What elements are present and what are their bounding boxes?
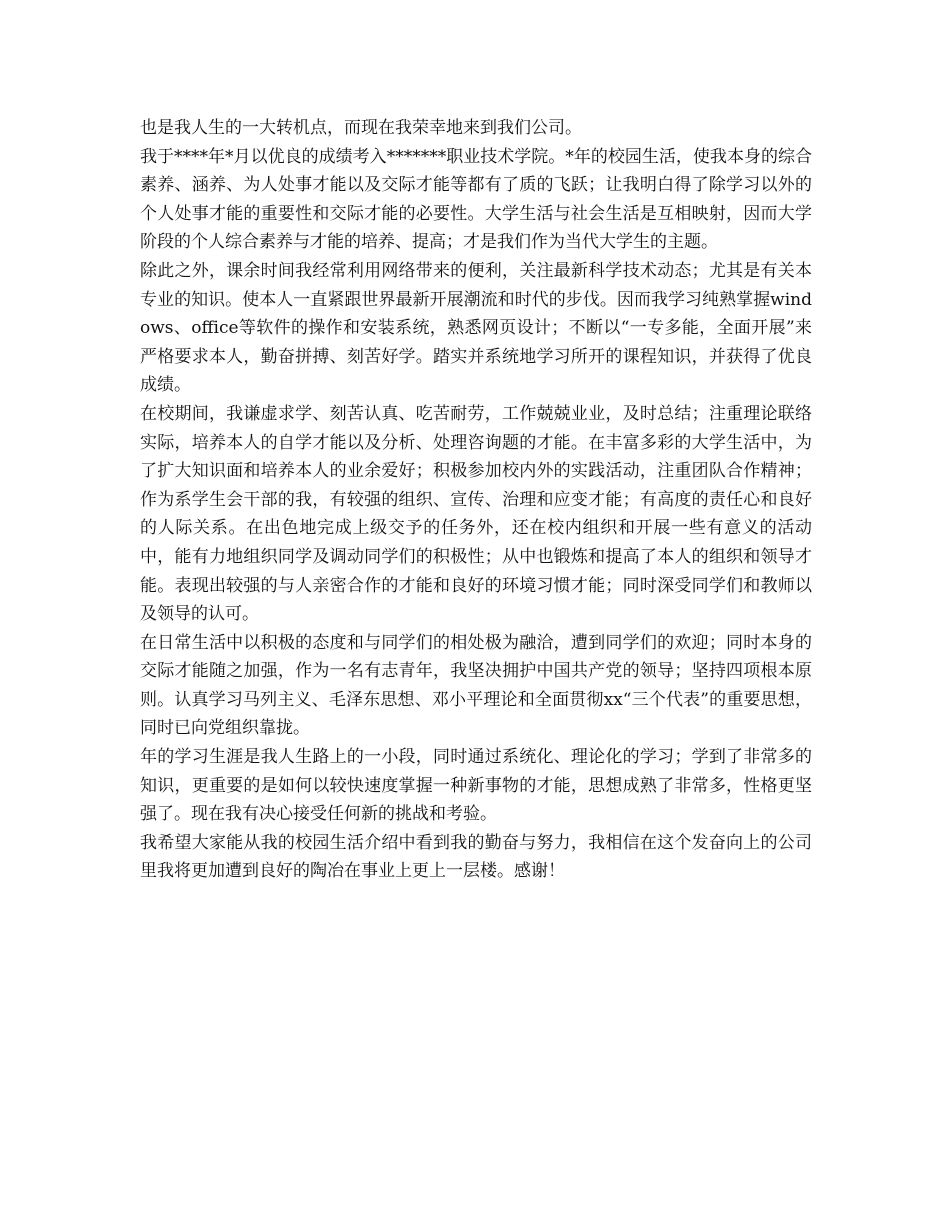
paragraph-5: 在日常生活中以积极的态度和与同学们的相处极为融洽，遭到同学们的欢迎；同时本身的交际才能随之加强，作为一名有志青年，我坚决拥护中国共产党的领导；坚持四项根本原则。认真学习马列主义、毛泽东思想、邓小平理论和全面贯彻xx“三个代表”的重要思想，同时已向党组织靠拢。 xyxy=(140,632,812,739)
document-body xyxy=(140,114,812,886)
paragraph-1: 也是我人生的一大转机点，而现在我荣幸地来到我们公司。 xyxy=(140,118,582,138)
paragraph-6: 年的学习生涯是我人生路上的一小段，同时通过系统化、理论化的学习；学到了非常多的知识，更重要的是如何以较快速度掌握一种新事物的才能，思想成熟了非常多，性格更坚强了。现在我有决心接受任何新的挑战和考验。 xyxy=(140,747,812,825)
paragraph-7: 我希望大家能从我的校园生活介绍中看到我的勤奋与努力，我相信在这个发奋向上的公司里我将更加遭到良好的陶冶在事业上更上一层楼。感谢！ xyxy=(140,832,812,882)
paragraph-3: 除此之外，课余时间我经常利用网络带来的便利，关注最新科学技术动态；尤其是有关本专业的知识。使本人一直紧跟世界最新开展潮流和时代的步伐。因而我学习纯熟掌握windows、office等软件的操作和安装系统，熟悉网页设计；不断以“一专多能，全面开展”来严格要求本人，勤奋拼搏、刻苦好学。踏实并系统地学习所开的课程知识，并获得了优良成绩。 xyxy=(140,260,812,396)
paragraph-4: 在校期间，我谦虚求学、刻苦认真、吃苦耐劳，工作兢兢业业，及时总结；注重理论联络实际，培养本人的自学才能以及分析、处理咨询题的才能。在丰富多彩的大学生活中，为了扩大知识面和培养本人的业余爱好；积极参加校内外的实践活动，注重团队合作精神；作为系学生会干部的我，有较强的组织、宣传、治理和应变才能；有高度的责任心和良好的人际关系。在出色地完成上级交予的任务外，还在校内组织和开展一些有意义的活动中，能有力地组织同学及调动同学们的积极性；从中也锻炼和提高了本人的组织和领导才能。表现出较强的与人亲密合作的才能和良好的环境习惯才能；同时深受同学们和教师以及领导的认可。 xyxy=(140,403,812,625)
paragraph-2: 我于****年*月以优良的成绩考入*******职业技术学院。*年的校园生活，使我本身的综合素养、涵养、为人处事才能以及交际才能等都有了质的飞跃；让我明白得了除学习以外的个人处事才能的重要性和交际才能的必要性。大学生活与社会生活是互相映射，因而大学阶段的个人综合素养与才能的培养、提高；才是我们作为当代大学生的主题。 xyxy=(140,146,812,253)
